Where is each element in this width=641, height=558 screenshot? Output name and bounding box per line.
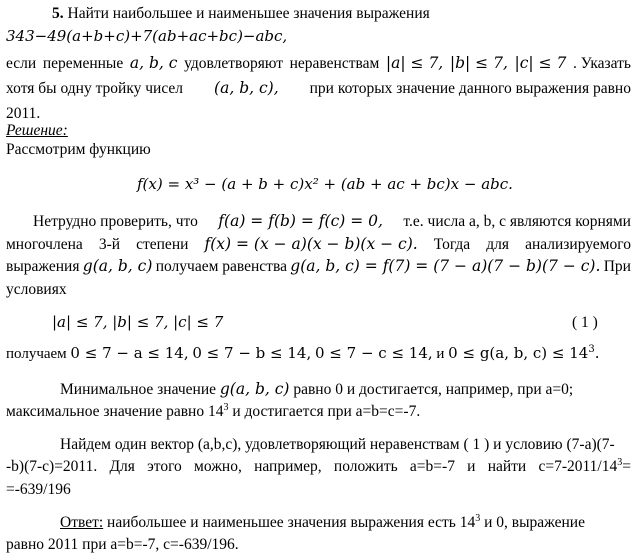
inequality: 0 ≤ 7 − a ≤ 14, (70, 344, 189, 362)
word: найти (487, 458, 527, 475)
inequality: 0 ≤ 7 − b ≤ 14, (192, 344, 312, 362)
exponent: 3 (588, 344, 595, 355)
constraint-c: |c| ≤ 7 (514, 54, 567, 72)
para3-line3: =-639/196 (6, 481, 71, 498)
period: . (594, 344, 600, 362)
answer-line2: равно 2011 при a=b=-7, c=-639/196. (6, 536, 239, 553)
formula: g(a, b, c) (82, 257, 153, 275)
text: и 0, выражение (484, 514, 585, 531)
text: c=7-2011/14 (538, 458, 618, 475)
para3-line1: Найдем один вектор (a,b,c), удовлетворяющий неравенствам ( 1 ) и условию (7-a)(7- (60, 436, 615, 453)
para2-line2 (6, 403, 420, 421)
word: получаем (6, 346, 67, 362)
result-line (6, 345, 600, 363)
problem-line3 (6, 55, 631, 73)
formula: g(a, b, c) = f(7) = (7 − a)(7 − b)(7 − c). (290, 257, 601, 275)
word: выражения (6, 258, 80, 275)
text: Нетрудно проверить, что (33, 213, 198, 230)
word: и (436, 346, 445, 362)
exponent: 3 (223, 402, 229, 413)
problem-line1: Найти наибольшее и наименьшее значения выражения (67, 5, 430, 22)
inequality: 0 ≤ 7 − c ≤ 14, (314, 344, 433, 362)
constraint-b: |b| ≤ 7, (449, 54, 508, 72)
text: = (622, 458, 631, 475)
word: a=b=-7 (409, 458, 455, 475)
word: Тогда (433, 236, 471, 253)
equation-label: ( 1 ) (572, 314, 598, 331)
word: при которых значение данного выражения равно (309, 80, 631, 97)
answer-label: Ответ: (60, 514, 104, 531)
text: равно 0 и достигается, например, при a=0; (293, 381, 574, 398)
inequality (448, 344, 599, 362)
word (538, 458, 631, 476)
problem-number: 5. (52, 5, 64, 22)
text: т.е. числа a, b, c являются корнями (403, 213, 631, 230)
word: хотя бы одну тройку чисел (6, 80, 184, 97)
word: для (486, 236, 509, 253)
answer-line1 (60, 514, 585, 532)
para1-line3 (6, 258, 631, 276)
function-formula: f(x) = x³ − (a + b + c)x² + (ab + ac + bc)x − abc. (137, 175, 513, 193)
problem-line4 (6, 80, 631, 98)
word: например, (254, 458, 322, 475)
word: . Указать (573, 55, 631, 72)
formula: f(x) = (x − a)(x − b)(x − c). (204, 235, 418, 253)
problem-title (52, 5, 430, 23)
problem-expression: 343−49(a+b+c)+7(ab+ac+bc)−abc, (6, 27, 288, 45)
para3-line2 (6, 458, 631, 476)
word: Для (109, 458, 135, 475)
word: можно, (194, 458, 242, 475)
word: положить (333, 458, 398, 475)
word: многочлена (6, 236, 83, 253)
formula: f(a) = f(b) = f(c) = 0, (218, 212, 383, 230)
problem-line5: 2011. (6, 105, 41, 122)
exponent: 3 (617, 457, 623, 468)
variables-abc: a, b, c (129, 54, 178, 72)
word: и (467, 458, 476, 475)
constraint-a: |a| ≤ 7, (385, 54, 444, 72)
conditions: |a| ≤ 7, |b| ≤ 7, |c| ≤ 7 (52, 313, 224, 331)
word: если (6, 55, 37, 72)
word: При (603, 258, 631, 275)
text: Минимальное значение (60, 381, 216, 398)
text: максимальное значение равно 14 (6, 403, 224, 420)
para1-line2 (6, 236, 631, 254)
word: -b)(7-c)=2011. (6, 458, 98, 475)
word: анализируемого (525, 236, 631, 253)
word: получаем равенства (155, 258, 287, 275)
inequality-text: 0 ≤ g(a, b, c) ≤ 14 (448, 344, 589, 362)
text: и достигается при a=b=c=-7. (232, 403, 421, 420)
para2-line1 (60, 381, 573, 399)
word: неравенствам (289, 55, 380, 72)
formula: g(a, b, c) (219, 380, 290, 398)
solution-intro: Рассмотрим функцию (6, 141, 151, 158)
solution-heading: Решение: (6, 122, 68, 139)
word: переменные (42, 55, 124, 72)
word: степени (136, 236, 189, 253)
para1-line1 (33, 213, 631, 231)
word: удовлетворяют (184, 55, 283, 72)
triple-abc: (a, b, c), (214, 79, 279, 97)
word: этого (147, 458, 182, 475)
exponent: 3 (475, 513, 481, 524)
para1-line4: условиях (6, 281, 67, 298)
text: наибольшее и наименьшее значения выражения есть 14 (107, 514, 476, 531)
word: 3-й (98, 236, 121, 253)
